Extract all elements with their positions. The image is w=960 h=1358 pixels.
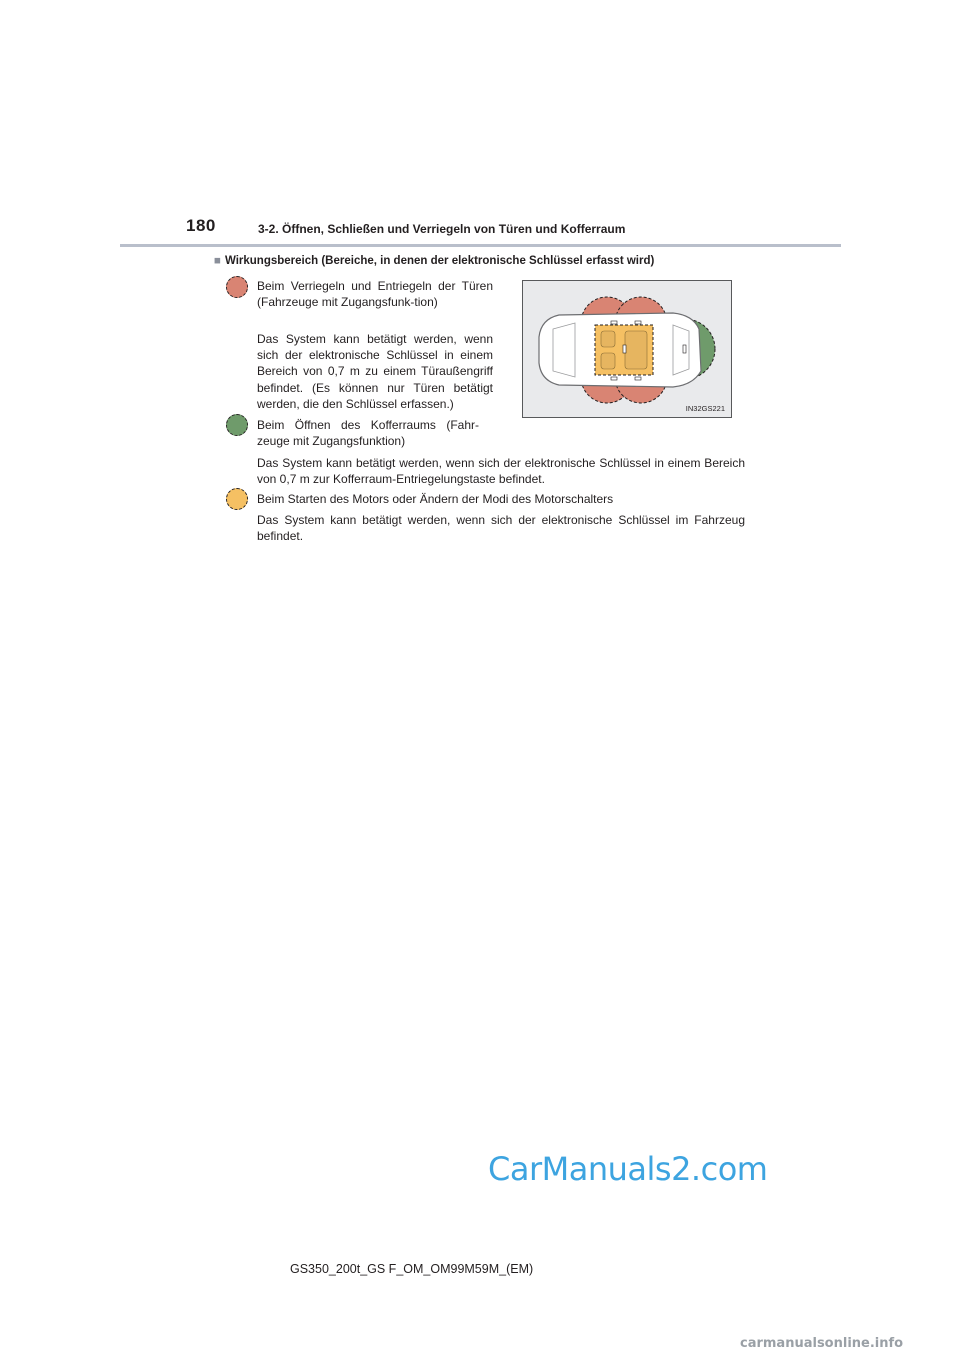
trunk-zone-marker-icon (226, 414, 248, 436)
door-zone-description: Das System kann betätigt werden, wenn sich der elektronische Schlüssel in einem Bereich von 0,7 m zu einem Türaußengriff befindet. (Es können nur Türen betätigt werden, die den Schlüssel erfassen.) (257, 332, 493, 411)
antenna-trunk (683, 345, 686, 353)
section-heading-text: Wirkungsbereich (Bereiche, in denen der elektronische Schlüssel erfasst wird) (224, 255, 655, 267)
antenna-interior (623, 345, 626, 353)
door-zone-title: Beim Verriegeln und Entriegeln der Türen (Fahrzeuge mit Zugangsfunk-tion) (257, 279, 493, 310)
seat-front-right (601, 353, 615, 369)
antenna-rear-right (635, 377, 641, 380)
antenna-front-left (611, 321, 617, 324)
square-bullet-icon: ■ (214, 255, 221, 267)
door-zone-marker-icon (226, 276, 248, 298)
antenna-rear-left (635, 321, 641, 324)
detection-range-diagram (522, 280, 732, 418)
diagram-code: IN32GS221 (685, 404, 725, 413)
antenna-front-right (611, 377, 617, 380)
page-number: 180 (186, 216, 216, 235)
watermark-logo: CarManuals2.com (488, 1150, 768, 1188)
trunk-zone-description: Das System kann betätigt werden, wenn sich der elektronische Schlüssel in einem Bereich von 0,7 m zur Kofferraum-Entriegelungstaste befindet. (257, 456, 745, 487)
seat-front-left (601, 331, 615, 347)
watermark-site: carmanualsonline.info (740, 1336, 904, 1351)
header-divider (120, 244, 841, 247)
car-detection-zones-illustration (523, 281, 731, 417)
section-heading (214, 255, 654, 267)
seat-rear (625, 331, 647, 369)
interior-zone-title: Beim Starten des Motors oder Ändern der Modi des Motorschalters (257, 492, 614, 506)
interior-zone-marker-icon (226, 488, 248, 510)
chapter-title: 3-2. Öffnen, Schließen und Verriegeln von Türen und Kofferraum (258, 222, 626, 236)
trunk-zone-title: Beim Öffnen des Kofferraums (Fahr-zeuge mit Zugangsfunktion) (257, 418, 479, 449)
interior-zone-description: Das System kann betätigt werden, wenn sich der elektronische Schlüssel im Fahrzeug befindet. (257, 513, 745, 544)
footer-document-code: GS350_200t_GS F_OM_OM99M59M_(EM) (290, 1262, 534, 1276)
